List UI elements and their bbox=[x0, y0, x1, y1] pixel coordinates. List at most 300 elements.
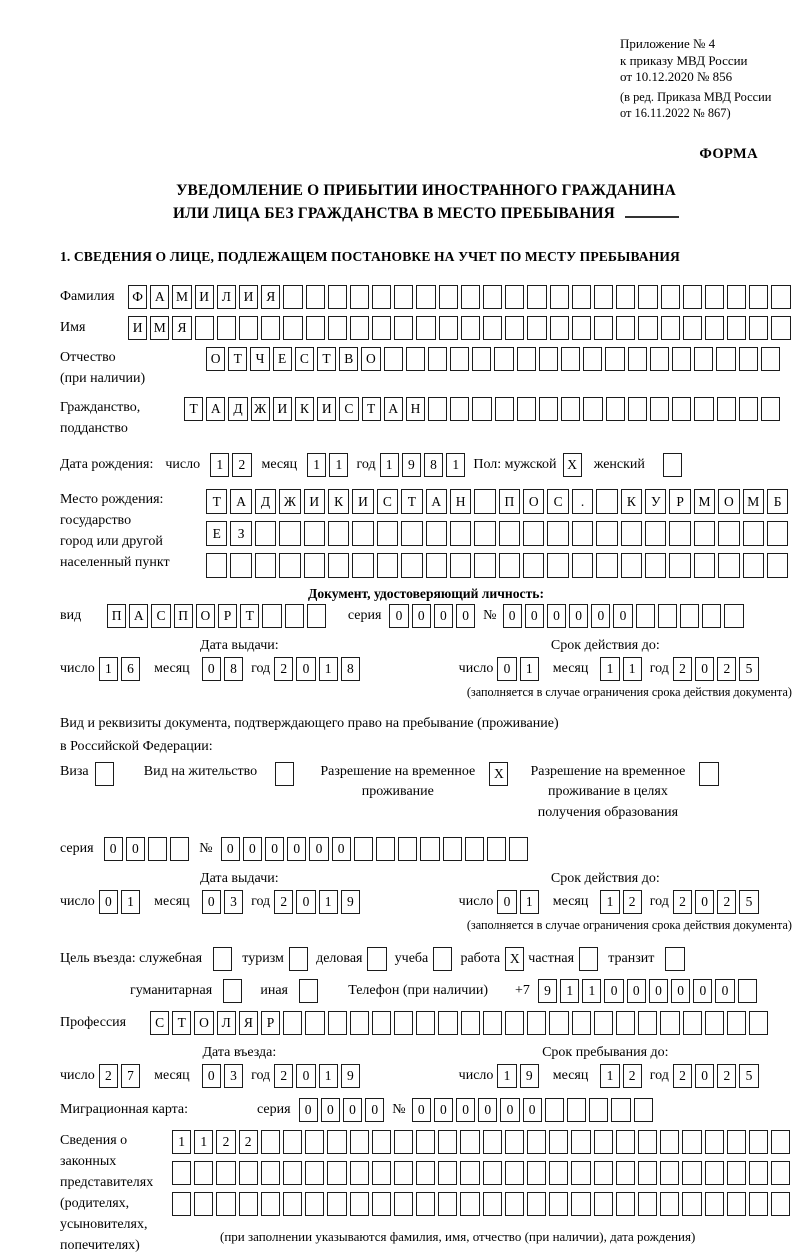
month-label: месяц bbox=[552, 1067, 589, 1083]
form-cell: 0 bbox=[309, 837, 328, 861]
representatives-cells-row3 bbox=[172, 1192, 790, 1216]
form-cell: Ф bbox=[128, 285, 147, 309]
edu-permit-label bbox=[530, 762, 685, 823]
form-cell bbox=[638, 316, 657, 340]
residence-issue-year-cells bbox=[274, 890, 360, 914]
form-cell bbox=[645, 553, 666, 578]
temp-permit-label-line2: проживание bbox=[361, 784, 434, 800]
representatives-label-line1: Сведения о bbox=[60, 1132, 128, 1148]
form-cell bbox=[394, 1130, 413, 1154]
given-name-row bbox=[60, 316, 792, 340]
migration-card-series-label: серия bbox=[257, 1101, 291, 1117]
representatives-cells-row2 bbox=[172, 1161, 790, 1185]
form-cell: 0 bbox=[456, 1098, 475, 1122]
form-cell bbox=[749, 1161, 768, 1185]
stay-until-line bbox=[459, 1064, 792, 1088]
temp-permit-option bbox=[320, 762, 508, 803]
form-cell: 1 bbox=[319, 890, 338, 914]
form-cell bbox=[372, 1161, 391, 1185]
purpose-humanitarian-label: гуманитарная bbox=[130, 982, 213, 998]
form-cell bbox=[523, 553, 544, 578]
form-cell bbox=[549, 1192, 568, 1216]
form-cell: 5 bbox=[739, 890, 758, 914]
form-cell: К bbox=[621, 489, 642, 514]
form-cell: 1 bbox=[380, 453, 399, 477]
identity-issue-line bbox=[60, 657, 419, 681]
form-cell bbox=[350, 1161, 369, 1185]
form-cell bbox=[682, 1130, 701, 1154]
form-cell bbox=[148, 837, 167, 861]
form-cell: Т bbox=[184, 397, 203, 421]
form-cell bbox=[472, 397, 491, 421]
form-cell bbox=[172, 1192, 191, 1216]
form-cell: 2 bbox=[216, 1130, 235, 1154]
identity-doc-dates bbox=[60, 638, 792, 700]
form-cell: X bbox=[563, 453, 582, 477]
form-cell bbox=[394, 1011, 413, 1035]
form-cell: О bbox=[206, 347, 225, 371]
form-cell bbox=[461, 316, 480, 340]
form-cell bbox=[694, 397, 713, 421]
form-cell bbox=[606, 397, 625, 421]
form-cell: О bbox=[718, 489, 739, 514]
form-cell bbox=[716, 347, 735, 371]
residence-expiry-col bbox=[419, 871, 792, 933]
stay-until-col bbox=[419, 1045, 792, 1088]
form-cell bbox=[328, 285, 347, 309]
form-cell bbox=[172, 1161, 191, 1185]
form-cell: 9 bbox=[520, 1064, 539, 1088]
phone-prefix: +7 bbox=[515, 982, 530, 998]
form-cell: 9 bbox=[538, 979, 557, 1003]
form-cell bbox=[461, 285, 480, 309]
birth-place-cells-row3 bbox=[206, 553, 788, 578]
form-cell: 0 bbox=[99, 890, 118, 914]
form-cell bbox=[727, 1161, 746, 1185]
form-cell bbox=[327, 1130, 346, 1154]
form-cell: Ч bbox=[250, 347, 269, 371]
form-cell: 0 bbox=[478, 1098, 497, 1122]
form-cell bbox=[401, 521, 422, 546]
month-label: месяц bbox=[154, 893, 190, 909]
form-cell bbox=[465, 837, 484, 861]
form-cell bbox=[669, 553, 690, 578]
form-cell bbox=[352, 553, 373, 578]
form-cell bbox=[683, 1011, 702, 1035]
form-cell bbox=[705, 1161, 724, 1185]
form-cell: 0 bbox=[613, 604, 632, 628]
form-cell: 2 bbox=[232, 453, 251, 477]
form-cell: 1 bbox=[623, 657, 642, 681]
form-cell bbox=[771, 1161, 790, 1185]
representatives-cells-block bbox=[172, 1130, 790, 1245]
form-cell bbox=[483, 1161, 502, 1185]
form-cell bbox=[705, 316, 724, 340]
form-cell bbox=[650, 397, 669, 421]
form-cell: П bbox=[499, 489, 520, 514]
form-cell: Д bbox=[228, 397, 247, 421]
form-cell: К bbox=[295, 397, 314, 421]
form-cell: 1 bbox=[446, 453, 465, 477]
form-cell bbox=[727, 285, 746, 309]
form-cell: 0 bbox=[591, 604, 610, 628]
form-cell: 0 bbox=[500, 1098, 519, 1122]
form-cell: С bbox=[295, 347, 314, 371]
form-cell bbox=[450, 397, 469, 421]
form-cell bbox=[460, 1192, 479, 1216]
form-cell bbox=[394, 285, 413, 309]
form-cell bbox=[694, 521, 715, 546]
purpose-business2-checkbox bbox=[367, 947, 386, 971]
form-cell bbox=[350, 1130, 369, 1154]
form-cell bbox=[561, 397, 580, 421]
amendment-block bbox=[620, 90, 792, 122]
form-cell bbox=[230, 553, 251, 578]
form-cell bbox=[594, 1192, 613, 1216]
form-cell bbox=[95, 762, 114, 786]
form-cell: 0 bbox=[104, 837, 123, 861]
form-cell: Р bbox=[261, 1011, 280, 1035]
form-cell: И bbox=[128, 316, 147, 340]
representatives-label-line5: усыновителях, bbox=[60, 1216, 148, 1232]
form-cell bbox=[416, 316, 435, 340]
residence-issue-day-cells bbox=[99, 890, 140, 914]
form-cell: С bbox=[150, 1011, 169, 1035]
form-cell bbox=[621, 553, 642, 578]
form-cell bbox=[505, 1130, 524, 1154]
form-cell: М bbox=[743, 489, 764, 514]
form-cell bbox=[550, 285, 569, 309]
form-cell bbox=[605, 347, 624, 371]
form-cell bbox=[307, 604, 326, 628]
form-cell bbox=[509, 837, 528, 861]
month-label: месяц bbox=[552, 893, 589, 909]
edu-permit-label-line1: Разрешение на временное bbox=[530, 764, 686, 780]
form-cell bbox=[767, 553, 788, 578]
form-cell bbox=[261, 1161, 280, 1185]
form-cell bbox=[749, 1130, 768, 1154]
form-cell: 1 bbox=[497, 1064, 516, 1088]
edu-permit-label-line3: получения образования bbox=[537, 804, 679, 820]
entry-year-cells bbox=[274, 1064, 360, 1088]
form-cell bbox=[261, 1192, 280, 1216]
form-cell: Р bbox=[218, 604, 237, 628]
form-cell bbox=[761, 397, 780, 421]
year-label: год bbox=[251, 893, 271, 909]
edu-permit-label-line2: проживание в целях bbox=[547, 784, 668, 800]
representatives-cells-row1 bbox=[172, 1130, 790, 1154]
purpose-work-label: работа bbox=[460, 950, 501, 966]
form-cell bbox=[638, 1011, 657, 1035]
form-cell: У bbox=[645, 489, 666, 514]
form-cell bbox=[517, 347, 536, 371]
identity-expiry-note: (заполняется в случае ограничения срока действия документа) bbox=[466, 684, 792, 699]
residence-issue-month-cells bbox=[202, 890, 243, 914]
form-label: ФОРМА bbox=[699, 145, 758, 162]
form-cell bbox=[283, 1192, 302, 1216]
form-cell: 0 bbox=[456, 604, 475, 628]
form-cell bbox=[483, 285, 502, 309]
residence-doc-number-label: № bbox=[199, 840, 213, 856]
form-cell bbox=[771, 1130, 790, 1154]
form-cell: 0 bbox=[525, 604, 544, 628]
form-cell bbox=[749, 316, 768, 340]
form-cell bbox=[738, 979, 757, 1003]
form-cell: 1 bbox=[600, 890, 619, 914]
form-cell: 0 bbox=[412, 604, 431, 628]
form-cell: Я bbox=[172, 316, 191, 340]
form-cell bbox=[549, 1161, 568, 1185]
form-cell: 0 bbox=[296, 890, 315, 914]
annex-line: к приказу МВД России bbox=[620, 52, 748, 68]
form-cell: 1 bbox=[600, 657, 619, 681]
form-cell bbox=[367, 947, 386, 971]
form-cell bbox=[328, 553, 349, 578]
form-cell bbox=[616, 1161, 635, 1185]
amendment-line: от 16.11.2022 № 867) bbox=[620, 105, 731, 120]
form-cell bbox=[428, 397, 447, 421]
form-cell bbox=[239, 1161, 258, 1185]
form-cell bbox=[545, 1098, 564, 1122]
form-cell bbox=[682, 1192, 701, 1216]
form-cell bbox=[372, 1011, 391, 1035]
form-cell bbox=[616, 1130, 635, 1154]
form-cell bbox=[749, 1192, 768, 1216]
form-cell bbox=[327, 1161, 346, 1185]
form-cell bbox=[483, 1192, 502, 1216]
form-cell bbox=[426, 521, 447, 546]
birth-place-cells-row2 bbox=[206, 521, 788, 546]
form-cell bbox=[645, 521, 666, 546]
form-cell: З bbox=[230, 521, 251, 546]
form-cell bbox=[628, 347, 647, 371]
form-cell bbox=[636, 604, 655, 628]
form-cell: 0 bbox=[299, 1098, 318, 1122]
residence-permit-checkbox bbox=[275, 762, 294, 786]
form-cell bbox=[261, 1130, 280, 1154]
form-cell bbox=[217, 316, 236, 340]
visa-label: Виза bbox=[60, 764, 89, 780]
form-cell bbox=[596, 553, 617, 578]
form-cell: И bbox=[195, 285, 214, 309]
form-cell bbox=[213, 947, 232, 971]
residence-expiry-month-cells bbox=[600, 890, 641, 914]
form-cell bbox=[354, 837, 373, 861]
form-cell: Т bbox=[206, 489, 227, 514]
form-cell bbox=[350, 1192, 369, 1216]
birth-place-label-line2: государство bbox=[60, 512, 132, 528]
form-cell: С bbox=[547, 489, 568, 514]
form-cell: 0 bbox=[202, 890, 221, 914]
form-cell: 0 bbox=[343, 1098, 362, 1122]
visit-purpose-row2 bbox=[60, 979, 792, 1003]
form-cell: 9 bbox=[341, 1064, 360, 1088]
form-cell: 2 bbox=[239, 1130, 258, 1154]
identity-doc-row bbox=[60, 604, 792, 628]
surname-row bbox=[60, 285, 792, 309]
form-cell bbox=[572, 1011, 591, 1035]
form-cell bbox=[239, 1192, 258, 1216]
form-cell: 1 bbox=[520, 890, 539, 914]
form-cell bbox=[304, 553, 325, 578]
form-cell bbox=[416, 1011, 435, 1035]
form-cell bbox=[416, 1130, 435, 1154]
form-cell bbox=[426, 553, 447, 578]
form-cell bbox=[572, 316, 591, 340]
stay-day-cells bbox=[497, 1064, 538, 1088]
form-cell: 0 bbox=[296, 1064, 315, 1088]
residence-doc-intro-line2: в Российской Федерации: bbox=[60, 738, 213, 754]
form-cell bbox=[749, 285, 768, 309]
residence-doc-intro bbox=[60, 712, 792, 758]
form-cell bbox=[596, 489, 617, 514]
form-cell bbox=[394, 1192, 413, 1216]
year-label: год bbox=[649, 1067, 669, 1083]
form-cell bbox=[350, 285, 369, 309]
representatives-note: (при заполнении указываются фамилия, имя, отчество (при наличии), дата рождения) bbox=[220, 1228, 696, 1244]
form-cell bbox=[634, 1098, 653, 1122]
citizenship-label-line1: Гражданство, bbox=[60, 399, 141, 415]
form-cell bbox=[305, 1192, 324, 1216]
purpose-other-checkbox bbox=[299, 979, 318, 1003]
form-cell: 1 bbox=[307, 453, 326, 477]
form-cell: 0 bbox=[296, 657, 315, 681]
form-cell bbox=[438, 1161, 457, 1185]
phone-label: Телефон (при наличии) bbox=[348, 982, 488, 998]
form-cell bbox=[505, 285, 524, 309]
form-cell bbox=[472, 347, 491, 371]
purpose-private-label: частная bbox=[528, 950, 575, 966]
year-label: год bbox=[251, 1067, 271, 1083]
form-cell: 1 bbox=[600, 1064, 619, 1088]
residence-doc-series-label: серия bbox=[60, 840, 94, 856]
form-cell: Л bbox=[217, 1011, 236, 1035]
form-cell bbox=[589, 1098, 608, 1122]
form-cell bbox=[594, 1161, 613, 1185]
form-cell: 1 bbox=[172, 1130, 191, 1154]
form-cell bbox=[170, 837, 189, 861]
form-cell bbox=[665, 947, 684, 971]
residence-permit-label: Вид на жительство bbox=[143, 764, 258, 780]
residence-issue-line bbox=[60, 890, 419, 914]
day-label: число bbox=[60, 1067, 95, 1083]
purpose-tourism-checkbox bbox=[289, 947, 308, 971]
form-cell: 0 bbox=[569, 604, 588, 628]
identity-expiry-label: Срок действия до: bbox=[550, 637, 660, 653]
form-cell: 0 bbox=[332, 837, 351, 861]
citizenship-cells bbox=[184, 397, 780, 421]
form-cell: 0 bbox=[126, 837, 145, 861]
entry-date-line bbox=[60, 1064, 419, 1088]
form-cell: 3 bbox=[224, 890, 243, 914]
form-cell: Ж bbox=[279, 489, 300, 514]
birth-place-label bbox=[60, 489, 206, 573]
representatives-label-line3: представителях bbox=[60, 1174, 154, 1190]
form-cell: 1 bbox=[210, 453, 229, 477]
form-cell bbox=[289, 947, 308, 971]
form-cell: 0 bbox=[695, 890, 714, 914]
form-cell: 0 bbox=[523, 1098, 542, 1122]
form-cell bbox=[661, 316, 680, 340]
form-cell: 1 bbox=[99, 657, 118, 681]
identity-expiry-month-cells bbox=[600, 657, 641, 681]
identity-expiry-col bbox=[419, 638, 792, 700]
form-cell: 2 bbox=[623, 890, 642, 914]
form-cell bbox=[328, 1011, 347, 1035]
form-cell bbox=[283, 285, 302, 309]
form-cell bbox=[718, 553, 739, 578]
identity-doc-number-cells bbox=[503, 604, 744, 628]
form-cell bbox=[406, 347, 425, 371]
form-cell bbox=[328, 521, 349, 546]
form-cell: 0 bbox=[202, 1064, 221, 1088]
form-cell bbox=[305, 1011, 324, 1035]
identity-issue-col bbox=[60, 638, 419, 700]
form-cell bbox=[660, 1011, 679, 1035]
purpose-other-label: иная bbox=[260, 982, 288, 998]
form-cell bbox=[372, 316, 391, 340]
form-cell: О bbox=[523, 489, 544, 514]
form-cell bbox=[683, 285, 702, 309]
form-cell bbox=[439, 316, 458, 340]
form-cell: 0 bbox=[695, 657, 714, 681]
form-cell bbox=[433, 947, 452, 971]
patronymic-label-line1: Отчество bbox=[60, 349, 116, 365]
stay-year-cells bbox=[673, 1064, 759, 1088]
form-cell: 0 bbox=[695, 1064, 714, 1088]
form-cell bbox=[350, 1011, 369, 1035]
form-cell bbox=[283, 316, 302, 340]
identity-doc-kind-label: вид bbox=[60, 608, 82, 624]
form-cell: 0 bbox=[202, 657, 221, 681]
form-cell bbox=[195, 316, 214, 340]
form-cell bbox=[767, 521, 788, 546]
month-label: месяц bbox=[154, 1067, 190, 1083]
form-cell bbox=[749, 1011, 768, 1035]
form-cell bbox=[672, 347, 691, 371]
form-cell bbox=[279, 553, 300, 578]
form-cell: И bbox=[352, 489, 373, 514]
form-cell bbox=[705, 285, 724, 309]
purpose-transit-checkbox bbox=[665, 947, 684, 971]
form-cell: Д bbox=[255, 489, 276, 514]
form-cell bbox=[443, 837, 462, 861]
form-cell bbox=[505, 1011, 524, 1035]
form-cell bbox=[527, 1161, 546, 1185]
form-cell bbox=[572, 553, 593, 578]
form-cell bbox=[483, 316, 502, 340]
form-cell bbox=[505, 316, 524, 340]
form-cell bbox=[377, 521, 398, 546]
form-cell: М bbox=[172, 285, 191, 309]
document-title bbox=[60, 179, 792, 225]
form-cell bbox=[705, 1130, 724, 1154]
form-cell: Т bbox=[172, 1011, 191, 1035]
form-cell: Л bbox=[217, 285, 236, 309]
form-cell bbox=[717, 397, 736, 421]
form-cell: 1 bbox=[319, 1064, 338, 1088]
form-cell: 2 bbox=[274, 890, 293, 914]
form-cell bbox=[460, 1130, 479, 1154]
form-cell: М bbox=[150, 316, 169, 340]
form-cell bbox=[771, 285, 790, 309]
entry-dates bbox=[60, 1045, 792, 1088]
annex-block bbox=[620, 36, 792, 122]
form-cell bbox=[499, 553, 520, 578]
form-cell bbox=[304, 521, 325, 546]
form-cell bbox=[621, 521, 642, 546]
form-cell bbox=[727, 1192, 746, 1216]
